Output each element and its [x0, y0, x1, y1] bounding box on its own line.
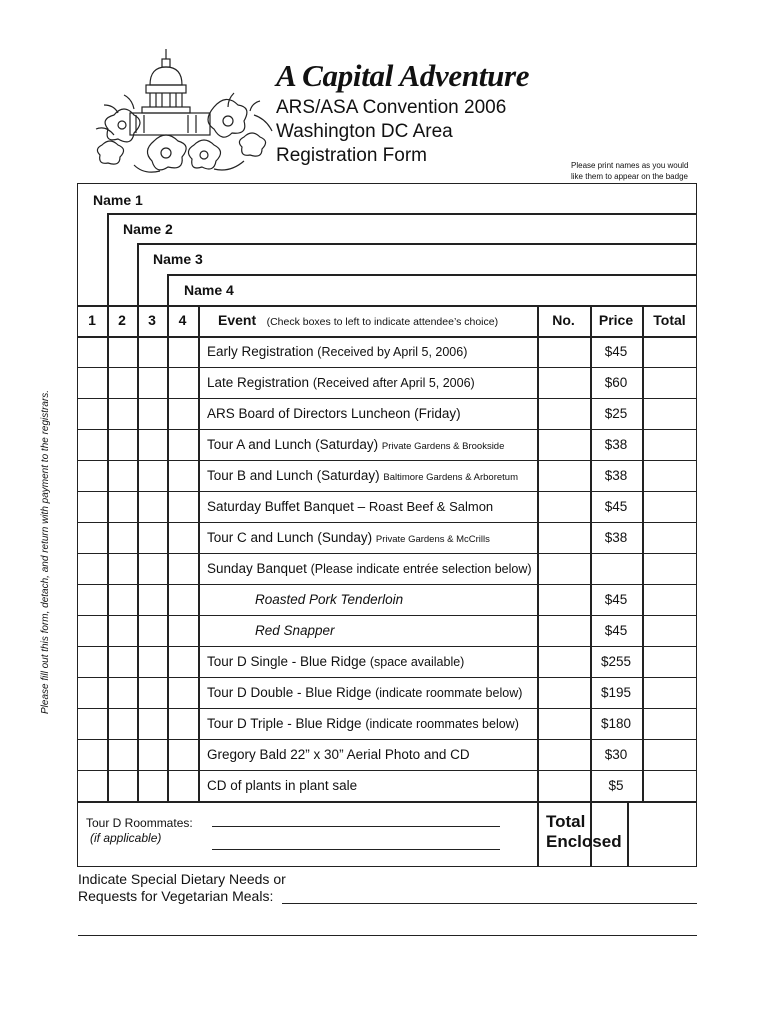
event-price: $195 [600, 685, 632, 700]
col-header-2: 2 [118, 312, 126, 328]
event-detail: (space available) [369, 655, 465, 669]
event-description [207, 716, 519, 731]
attendee-2-checkbox[interactable] [108, 585, 137, 614]
event-price: $180 [600, 716, 632, 731]
roommates-label: Tour D Roommates: [86, 816, 193, 830]
attendee-2-checkbox[interactable] [108, 461, 137, 490]
col-header-1: 1 [88, 312, 96, 328]
attendee-2-checkbox[interactable] [108, 647, 137, 676]
event-description [207, 437, 504, 452]
row-total-field[interactable] [644, 709, 695, 738]
attendee-2-checkbox[interactable] [108, 430, 137, 459]
attendee-1-checkbox[interactable] [78, 678, 107, 707]
roommates-note: (if applicable) [90, 831, 162, 845]
attendee-4-checkbox[interactable] [168, 678, 197, 707]
total-enclosed-field[interactable] [629, 803, 695, 865]
name2-underline [137, 243, 697, 245]
quantity-field[interactable] [539, 430, 589, 459]
row-total-field[interactable] [644, 430, 695, 459]
attendee-2-checkbox[interactable] [108, 492, 137, 521]
event-price: $38 [604, 530, 628, 545]
row-total-field[interactable] [644, 740, 695, 769]
event-description [207, 561, 532, 576]
attendee-1-checkbox[interactable] [78, 461, 107, 490]
side-instruction: Please fill out this form, detach, and return with payment to the registrars. [40, 389, 51, 714]
attendee-3-checkbox[interactable] [138, 771, 167, 800]
attendee-3-checkbox[interactable] [138, 430, 167, 459]
attendee-3-checkbox[interactable] [138, 461, 167, 490]
row-total-field[interactable] [644, 616, 695, 645]
event-detail: (Received by April 5, 2006) [317, 345, 468, 359]
event-name: Roasted Pork Tenderloin [255, 592, 404, 607]
quantity-field[interactable] [539, 678, 589, 707]
attendee-3-checkbox[interactable] [138, 616, 167, 645]
event-name: Tour C and Lunch (Sunday) [207, 530, 376, 545]
attendee-4-checkbox[interactable] [168, 461, 197, 490]
event-price: $30 [604, 747, 628, 762]
row-total-field[interactable] [644, 585, 695, 614]
row-total-field[interactable] [644, 554, 695, 583]
attendee-3-checkbox[interactable] [138, 740, 167, 769]
event-name: Early Registration [207, 344, 318, 359]
event-name: Tour D Single - Blue Ridge [207, 654, 370, 669]
attendee-4-checkbox[interactable] [168, 647, 197, 676]
event-price: $38 [604, 468, 628, 483]
event-name: Tour A and Lunch (Saturday) [207, 437, 382, 452]
name3-underline [167, 274, 697, 276]
event-header-note: (Check boxes to left to indicate attendee’s choice) [266, 316, 499, 328]
attendee-3-checkbox[interactable] [138, 399, 167, 428]
event-name: Saturday Buffet Banquet – [207, 499, 369, 514]
attendee-3-checkbox[interactable] [138, 337, 167, 366]
attendee-4-checkbox[interactable] [168, 740, 197, 769]
attendee-4-checkbox[interactable] [168, 771, 197, 800]
attendee-4-checkbox[interactable] [168, 709, 197, 738]
quantity-field[interactable] [539, 709, 589, 738]
attendee-1-checkbox[interactable] [78, 337, 107, 366]
name3-field[interactable]: Name 3 [153, 251, 203, 267]
attendee-2-checkbox[interactable] [108, 368, 137, 397]
name2-field[interactable]: Name 2 [123, 221, 173, 237]
quantity-field[interactable] [539, 554, 589, 583]
dietary-label-line2: Requests for Vegetarian Meals: [78, 888, 274, 904]
event-price: $45 [604, 623, 628, 638]
attendee-1-checkbox[interactable] [78, 368, 107, 397]
attendee-2-checkbox[interactable] [108, 709, 137, 738]
quantity-field[interactable] [539, 337, 589, 366]
dietary-field-line2[interactable] [78, 935, 697, 936]
quantity-field[interactable] [539, 399, 589, 428]
attendee-1-checkbox[interactable] [78, 430, 107, 459]
event-price: $45 [604, 592, 628, 607]
col-header-total: Total [653, 312, 686, 328]
event-description [255, 623, 335, 638]
attendee-1-checkbox[interactable] [78, 585, 107, 614]
event-detail: Private Gardens & Brookside [381, 441, 505, 452]
event-name: Tour D Double - Blue Ridge [207, 685, 376, 700]
dietary-label-line1: Indicate Special Dietary Needs or [78, 871, 286, 887]
attendee-3-checkbox[interactable] [138, 647, 167, 676]
attendee-1-checkbox[interactable] [78, 554, 107, 583]
attendee-4-checkbox[interactable] [168, 368, 197, 397]
event-detail: (indicate roommates below) [365, 717, 519, 731]
event-price: $255 [600, 654, 632, 669]
attendee-2-checkbox[interactable] [108, 740, 137, 769]
attendee-2-checkbox[interactable] [108, 616, 137, 645]
total-enclosed-line2: Enclosed [546, 832, 622, 851]
name4-field[interactable]: Name 4 [184, 282, 234, 298]
attendee-4-checkbox[interactable] [168, 523, 197, 552]
attendee-4-checkbox[interactable] [168, 430, 197, 459]
event-description [207, 468, 518, 483]
attendee-3-checkbox[interactable] [138, 554, 167, 583]
attendee-2-checkbox[interactable] [108, 678, 137, 707]
attendee-3-checkbox[interactable] [138, 585, 167, 614]
event-description [207, 375, 475, 390]
location: Washington DC Area [276, 121, 453, 142]
attendee-2-checkbox[interactable] [108, 554, 137, 583]
attendee-2-checkbox[interactable] [108, 337, 137, 366]
event-name: Red Snapper [255, 623, 335, 638]
event-detail: Roast Beef & Salmon [368, 499, 494, 514]
event-description [207, 778, 357, 793]
total-enclosed-line1: Total [546, 812, 586, 831]
event-price: $5 [608, 778, 624, 793]
event-detail: Private Gardens & McCrills [375, 534, 490, 545]
event-price: $60 [604, 375, 628, 390]
attendee-3-checkbox[interactable] [138, 678, 167, 707]
row-total-field[interactable] [644, 771, 695, 800]
attendee-1-checkbox[interactable] [78, 647, 107, 676]
event-price: $45 [604, 499, 628, 514]
col-header-price: Price [598, 312, 634, 328]
rows-bottom-line [77, 801, 697, 803]
attendee-1-checkbox[interactable] [78, 523, 107, 552]
attendee-1-checkbox[interactable] [78, 740, 107, 769]
attendee-4-checkbox[interactable] [168, 337, 197, 366]
form-title: A Capital Adventure [276, 58, 530, 93]
col-header-no: No. [552, 312, 575, 328]
col-header-3: 3 [148, 312, 156, 328]
quantity-field[interactable] [539, 616, 589, 645]
attendee-4-checkbox[interactable] [168, 399, 197, 428]
event-price: $38 [604, 437, 628, 452]
roommate-field-2[interactable] [212, 849, 500, 850]
row-total-field[interactable] [644, 337, 695, 366]
attendee-1-checkbox[interactable] [78, 399, 107, 428]
quantity-field[interactable] [539, 368, 589, 397]
row-total-field[interactable] [644, 368, 695, 397]
event-description [207, 499, 493, 514]
event-detail: (indicate roommate below) [375, 686, 523, 700]
row-total-field[interactable] [644, 461, 695, 490]
capitol-flowers-logo [94, 45, 276, 185]
event-name: Tour B and Lunch (Saturday) [207, 468, 384, 483]
event-description [255, 592, 403, 607]
attendee-3-checkbox[interactable] [138, 492, 167, 521]
event-description [207, 747, 470, 762]
event-name: Late Registration [207, 375, 313, 390]
row-total-field[interactable] [644, 523, 695, 552]
col-header-event [218, 312, 498, 330]
event-description [207, 654, 464, 669]
quantity-field[interactable] [539, 585, 589, 614]
attendee-2-checkbox[interactable] [108, 771, 137, 800]
row-total-field[interactable] [644, 678, 695, 707]
name1-underline [107, 213, 697, 215]
event-description [207, 685, 522, 700]
event-name: ARS Board of Directors Luncheon (Friday) [207, 406, 461, 421]
quantity-field[interactable] [539, 523, 589, 552]
attendee-4-checkbox[interactable] [168, 616, 197, 645]
event-description [207, 406, 461, 421]
dietary-field[interactable] [282, 903, 697, 904]
attendee-1-checkbox[interactable] [78, 616, 107, 645]
attendee-1-checkbox[interactable] [78, 492, 107, 521]
attendee-3-checkbox[interactable] [138, 523, 167, 552]
event-description [207, 530, 490, 545]
attendee-3-checkbox[interactable] [138, 709, 167, 738]
attendee-4-checkbox[interactable] [168, 585, 197, 614]
attendee-3-checkbox[interactable] [138, 368, 167, 397]
attendee-2-checkbox[interactable] [108, 399, 137, 428]
badge-note-line1: Please print names as you would [571, 161, 689, 170]
convention-name: ARS/ASA Convention 2006 [276, 97, 507, 118]
attendee-2-checkbox[interactable] [108, 523, 137, 552]
badge-note-line2: like them to appear on the badge [571, 172, 688, 181]
event-description [207, 344, 467, 359]
quantity-field[interactable] [539, 492, 589, 521]
attendee-1-checkbox[interactable] [78, 771, 107, 800]
quantity-field[interactable] [539, 647, 589, 676]
total-enclosed-label [546, 812, 622, 852]
event-detail: Baltimore Gardens & Arboretum [383, 472, 519, 483]
name1-field[interactable]: Name 1 [93, 192, 143, 208]
event-name: Sunday Banquet [207, 561, 311, 576]
attendee-1-checkbox[interactable] [78, 709, 107, 738]
col-header-4: 4 [178, 312, 187, 328]
event-name: Tour D Triple - Blue Ridge [207, 716, 366, 731]
quantity-field[interactable] [539, 771, 589, 800]
event-name: CD of plants in plant sale [207, 778, 358, 793]
row-total-field[interactable] [644, 399, 695, 428]
attendee-4-checkbox[interactable] [168, 554, 197, 583]
row-total-field[interactable] [644, 647, 695, 676]
row-total-field[interactable] [644, 492, 695, 521]
event-price: $45 [604, 344, 628, 359]
quantity-field[interactable] [539, 461, 589, 490]
event-name: Gregory Bald 22” x 30” Aerial Photo and CD [207, 747, 470, 762]
header-top-line [77, 305, 697, 307]
quantity-field[interactable] [539, 740, 589, 769]
form-subtitle: Registration Form [276, 145, 427, 166]
attendee-4-checkbox[interactable] [168, 492, 197, 521]
roommate-field-1[interactable] [212, 826, 500, 827]
event-price: $25 [604, 406, 628, 421]
event-detail: (Received after April 5, 2006) [312, 376, 475, 390]
event-header-label: Event [218, 312, 257, 328]
event-detail: (Please indicate entrée selection below) [310, 562, 532, 576]
